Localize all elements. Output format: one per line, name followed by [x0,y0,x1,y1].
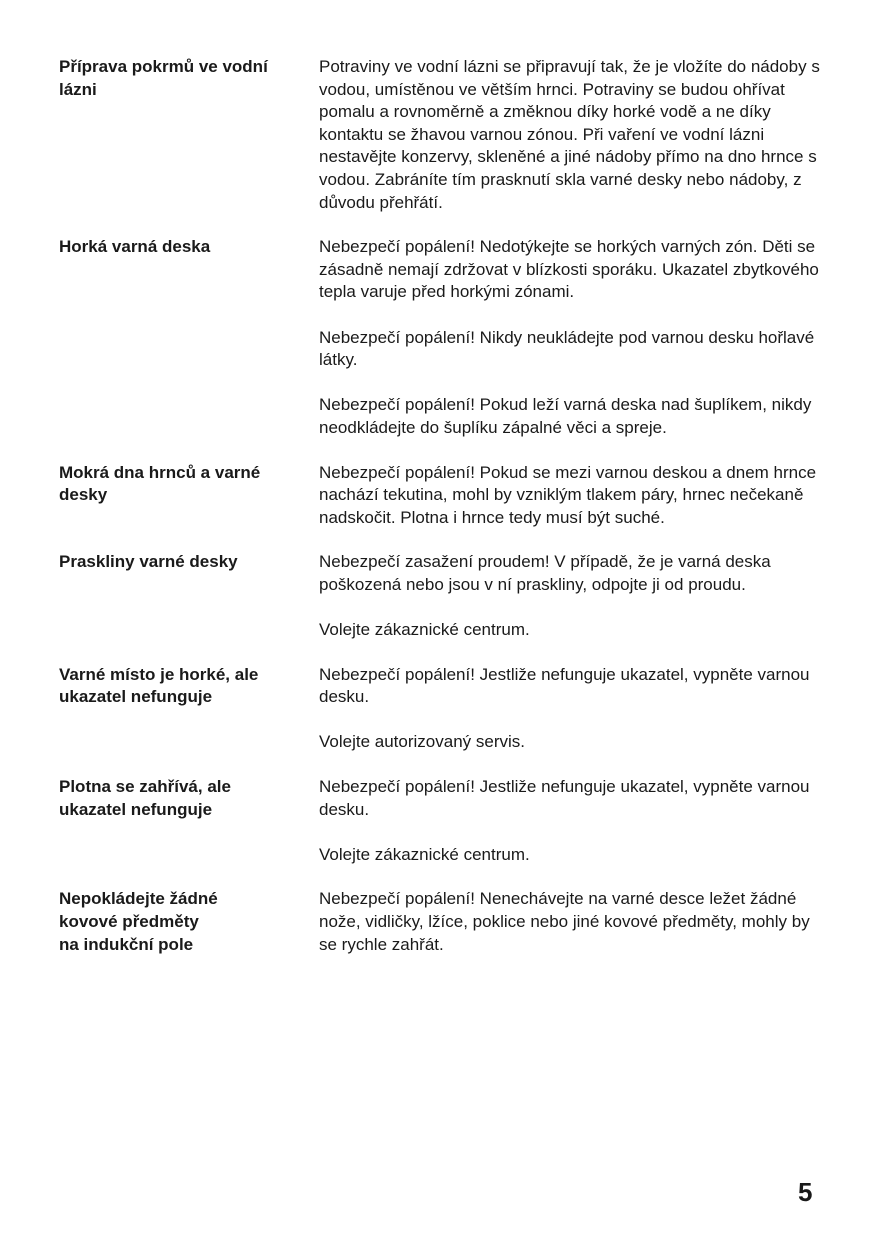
instruction-row [59,56,829,214]
instruction-row [59,462,829,530]
instruction-row [59,776,829,866]
instruction-row [59,551,829,641]
row-heading: Mokrá dna hrnců a varné desky [59,462,261,505]
paragraph: Volejte zákaznické centrum. [319,620,530,640]
paragraph: Volejte zákaznické centrum. [319,844,530,864]
row-heading: Horká varná deska [59,237,211,257]
row-description [319,56,829,214]
paragraph: Potraviny ve vodní lázni se připravují tak, že je vložíte do nádoby s vodou, umístěnou ve větším hrnci. Potraviny se budou ohřívat pomalu a rovnoměrně a změknou díky horké vodě a ne díky kontaktu se žhavou varnou zónou. Při vaření ve vodní lázni nestavějte konzervy, skleněné a jiné nádoby přímo na dno hrnce s vodou. Zabráníte tím prasknutí skla varné desky nebo nádoby, z důvodu přehřátí. [319,57,820,212]
instruction-row [59,888,829,956]
row-description [319,664,829,754]
page-number: 5 [798,1177,813,1207]
paragraph: Volejte autorizovaný servis. [319,732,525,752]
paragraph: Nebezpečí popálení! Pokud leží varná deska nad šuplíkem, nikdy neodkládejte do šuplíku zápalné věci a spreje. [319,395,812,437]
paragraph: Nebezpečí zasažení proudem! V případě, že je varná deska poškozená nebo jsou v ní praskliny, odpojte ji od proudu. [319,552,771,594]
row-description [319,462,829,530]
safety-instructions-table [59,56,829,978]
row-description [319,551,829,641]
row-description [319,888,829,956]
instruction-row [59,664,829,754]
row-heading: Plotna se zahřívá, ale ukazatel nefunguje [59,777,231,819]
paragraph: Nebezpečí popálení! Jestliže nefunguje ukazatel, vypněte varnou desku. [319,664,810,707]
row-description [319,236,829,439]
paragraph: Nebezpečí popálení! Jestliže nefunguje ukazatel, vypněte varnou desku. [319,777,810,819]
paragraph: Nebezpečí popálení! Pokud se mezi varnou deskou a dnem hrnce nachází tekutina, mohl by vzniklým tlakem páry, hrnec nečekaně nadskočit. Plotna i hrnce tedy musí být suché. [319,462,817,527]
paragraph: Nebezpečí popálení! Nenechávejte na varné desce ležet žádné nože, vidličky, lžíce, poklice nebo jiné kovové předměty, mohly by se rychle zahřát. [319,889,810,954]
row-heading: Praskliny varné desky [59,552,238,572]
paragraph: Nebezpečí popálení! Nedotýkejte se horkých varných zón. Děti se zásadně nemají zdržovat v blízkosti sporáku. Ukazatel zbytkového tepla varuje před horkými zónami. [319,237,819,302]
instruction-row [59,236,829,439]
row-description [319,776,829,866]
row-heading: Varné místo je horké, ale ukazatel nefunguje [59,664,259,707]
paragraph: Nebezpečí popálení! Nikdy neukládejte pod varnou desku hořlavé látky. [319,327,815,370]
row-heading: Příprava pokrmů ve vodní lázni [59,57,268,99]
row-heading: Nepokládejte žádné kovové předměty na indukční pole [59,889,218,954]
